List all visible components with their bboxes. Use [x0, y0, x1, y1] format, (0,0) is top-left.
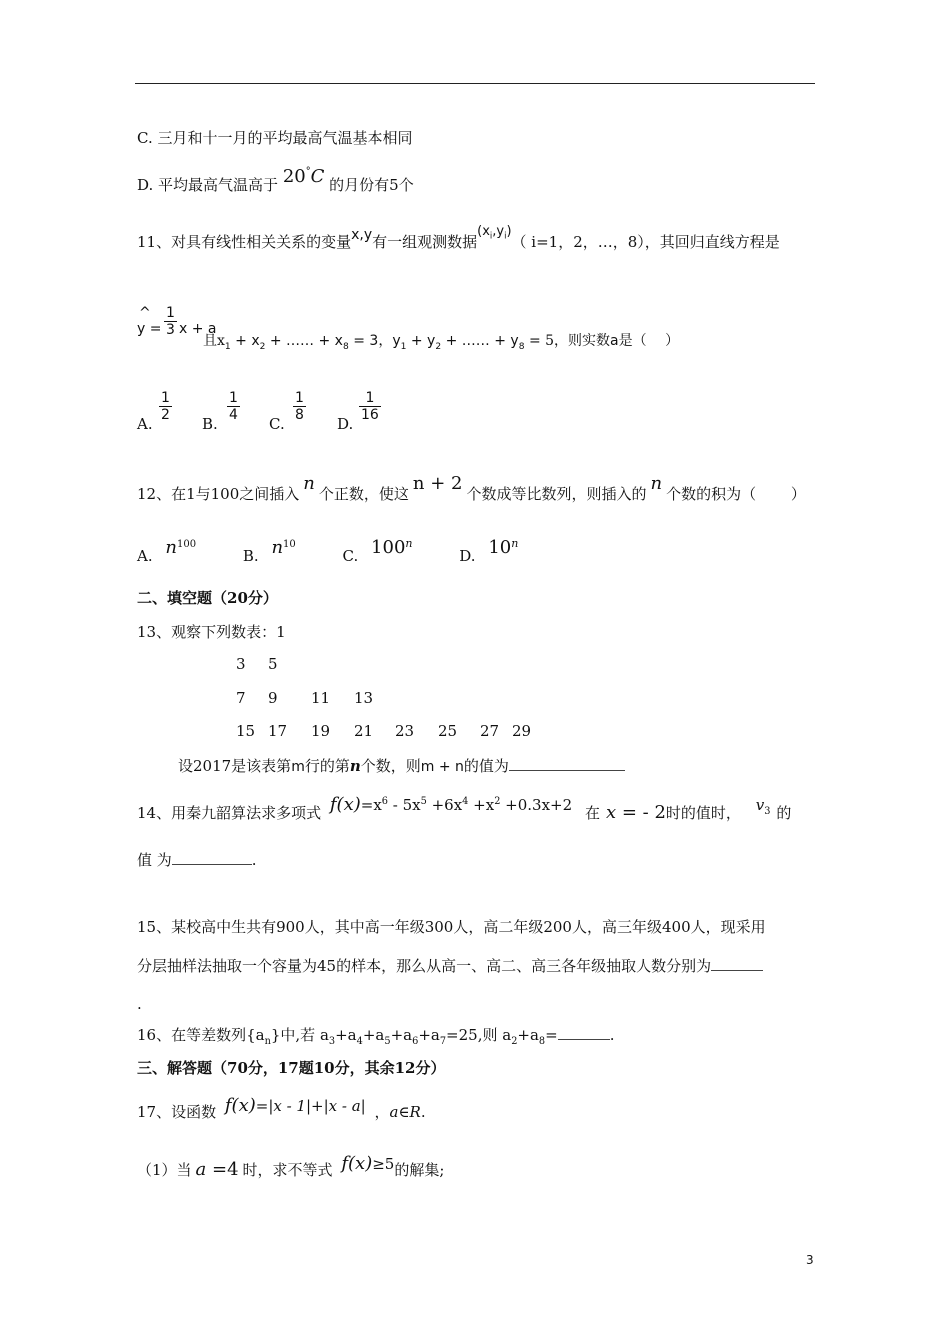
header-rule — [135, 83, 815, 84]
q14-answer-line: 值 为 . — [137, 851, 257, 869]
q14-stem: 14、用秦九韶算法求多项式 $f(x)=x^6 - 5x^5 +6x^4 +x^2 +0.3x+2$ 在 x = - 2时的值时， $v_3$ 的 — [137, 794, 792, 823]
q14-answer-blank[interactable] — [172, 850, 252, 865]
q15-line1: 15、某校高中生共有900人，其中高一年级300人，高二年级200人，高三年级400人，现采用 — [137, 918, 766, 936]
q11-option-b-frac: $\frac{1}{4}$ — [229, 390, 238, 423]
section-2-heading: 二、填空题（20分） — [137, 589, 278, 607]
q13-title: 13、观察下列数表：1 — [137, 623, 286, 641]
q15-line2: 分层抽样法抽取一个容量为45的样本，那么从高一、高二、高三各年级抽取人数分别为 — [137, 956, 763, 976]
page-number: 3 — [806, 1253, 814, 1267]
q10-option-d: D. 平均最高气温高于 20°C 的月份有5个 — [137, 166, 414, 194]
q11-option-c-frac: $\frac{1}{8}$ — [295, 390, 304, 423]
q17-part1: （1）当 a =4 时，求不等式 f(x)≥5的解集; — [137, 1153, 445, 1180]
q11-option-d-frac: $\frac{1}{16}$ — [361, 390, 379, 423]
q10-option-c: C. 三月和十一月的平均最高气温基本相同 — [137, 129, 413, 147]
q17-stem: 17、设函数 f(x)=|x - 1|+|x - a| ，a∈R. — [137, 1095, 426, 1121]
q15-answer-blank[interactable] — [711, 956, 763, 971]
q12-options: A. $n^{100}$ B. $n^{10}$ C. 100$^n$ D. 10$^n$ — [137, 537, 519, 565]
q15-line3: . — [137, 995, 142, 1013]
section-3-heading: 三、解答题（70分，17题10分，其余12分） — [137, 1059, 446, 1077]
q13-question: 设2017是该表第m行的第n个数，则m + n的值为 — [178, 756, 625, 777]
q12-stem: 12、在1与100之间插入 n 个正数，使这 n + 2 个数成等比数列，则插入的 n 个数的积为（ ） — [137, 473, 806, 503]
q13-answer-blank[interactable] — [509, 756, 625, 771]
q16-stem: 16、在等差数列$\{a_n\}$中,若 $a_3+a_4+a_5+a_6+a_7=25$,则 $a_2+a_8=$ . — [137, 1026, 615, 1047]
q16-answer-blank[interactable] — [558, 1025, 610, 1040]
q11-line1: 11、对具有线性相关关系的变量x,y有一组观测数据$(x_i,y_i)$（ i=1，2，…，8），其回归直线方程是 — [137, 224, 780, 251]
q11-option-a-frac: $\frac{1}{2}$ — [161, 390, 170, 423]
